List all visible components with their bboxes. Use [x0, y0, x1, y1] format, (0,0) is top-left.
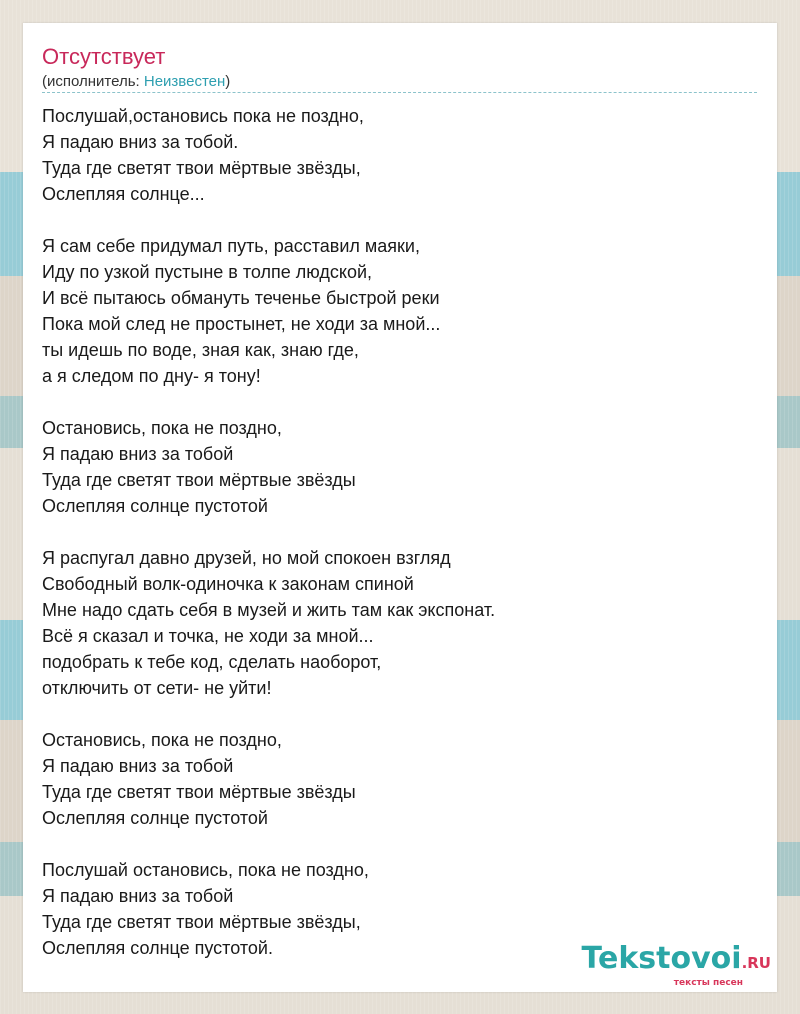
lyrics-line: Свободный волк-одиночка к законам спиной [42, 574, 414, 594]
lyrics-line: Пока мой след не простынет, не ходи за мной... [42, 314, 441, 334]
logo-tagline: тексты песен [673, 978, 743, 988]
lyrics-line: Я сам себе придумал путь, расставил маяки, [42, 236, 420, 256]
lyrics-line: Я падаю вниз за тобой [42, 444, 234, 464]
lyrics-stanza [42, 727, 757, 831]
lyrics-stanza [42, 545, 757, 701]
lyrics-line: Я падаю вниз за тобой. [42, 132, 239, 152]
artist-suffix: ) [225, 73, 231, 90]
lyrics-line: Ослепляя солнце пустотой. [42, 938, 273, 958]
lyrics-line: Всё я сказал и точка, не ходи за мной... [42, 626, 374, 646]
logo-main-text: Tekstovoi [581, 941, 742, 976]
lyrics-line: Остановись, пока не поздно, [42, 418, 282, 438]
lyrics-stanza [42, 103, 757, 207]
lyrics-line: Туда где светят твои мёртвые звёзды [42, 782, 356, 802]
lyrics-line: ты идешь по воде, зная как, знаю где, [42, 340, 359, 360]
logo-wordmark [581, 941, 771, 978]
artist-prefix: (исполнитель: [42, 73, 144, 90]
lyrics-line: Туда где светят твои мёртвые звёзды, [42, 158, 361, 178]
lyrics-line: Остановись, пока не поздно, [42, 730, 282, 750]
lyrics-line: отключить от сети- не уйти! [42, 678, 272, 698]
lyrics-line: И всё пытаюсь обмануть теченье быстрой реки [42, 288, 440, 308]
lyrics-line: а я следом по дну- я тону! [42, 366, 261, 386]
lyrics-line: Туда где светят твои мёртвые звёзды, [42, 912, 361, 932]
lyrics-text [42, 103, 757, 961]
site-logo[interactable] [581, 941, 771, 988]
title-divider [42, 92, 757, 93]
lyrics-card [23, 23, 777, 992]
lyrics-line: Я распугал давно друзей, но мой спокоен взгляд [42, 548, 451, 568]
artist-line [42, 72, 230, 92]
lyrics-line: Послушай остановись, пока не поздно, [42, 860, 369, 880]
lyrics-stanza [42, 233, 757, 389]
lyrics-line: Ослепляя солнце... [42, 184, 205, 204]
lyrics-line: Я падаю вниз за тобой [42, 756, 234, 776]
logo-domain: .RU [741, 954, 771, 972]
lyrics-stanza [42, 415, 757, 519]
lyrics-line: Ослепляя солнце пустотой [42, 496, 268, 516]
artist-link[interactable]: Неизвестен [143, 73, 226, 90]
lyrics-line: Я падаю вниз за тобой [42, 886, 234, 906]
lyrics-line: подобрать к тебе код, сделать наоборот, [42, 652, 382, 672]
lyrics-line: Ослепляя солнце пустотой [42, 808, 268, 828]
song-title: Отсутствует [42, 44, 166, 69]
lyrics-line: Иду по узкой пустыне в толпе людской, [42, 262, 373, 282]
lyrics-line: Туда где светят твои мёртвые звёзды [42, 470, 356, 490]
lyrics-line: Послушай,остановись пока не поздно, [42, 106, 364, 126]
lyrics-line: Мне надо сдать себя в музей и жить там как экспонат. [42, 600, 496, 620]
